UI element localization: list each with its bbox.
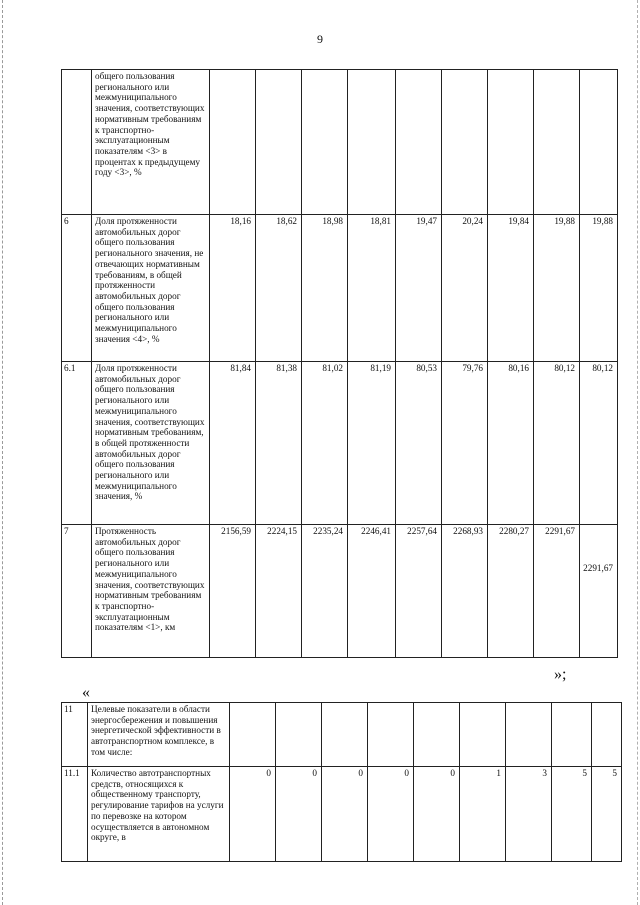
value-cell: 18,16 bbox=[210, 215, 256, 362]
value-cell bbox=[276, 703, 322, 767]
value-cell: 81,84 bbox=[210, 362, 256, 525]
value-cell: 19,47 bbox=[396, 215, 442, 362]
row-number: 6 bbox=[62, 215, 92, 362]
value-cell: 0 bbox=[322, 767, 368, 862]
value-cell: 1 bbox=[460, 767, 506, 862]
value-cell bbox=[210, 70, 256, 215]
value-cell: 19,88 bbox=[534, 215, 580, 362]
row-number: 11 bbox=[62, 703, 88, 767]
value-cell: 19,88 bbox=[580, 215, 618, 362]
value-cell: 79,76 bbox=[442, 362, 488, 525]
value-cell bbox=[302, 70, 348, 215]
value-cell bbox=[580, 70, 618, 215]
value-cell: 18,62 bbox=[256, 215, 302, 362]
value-cell: 2246,41 bbox=[348, 525, 396, 658]
row-number: 6.1 bbox=[62, 362, 92, 525]
value-cell: 80,12 bbox=[534, 362, 580, 525]
value-cell: 81,02 bbox=[302, 362, 348, 525]
table-row bbox=[62, 525, 618, 658]
closing-quote: »; bbox=[554, 666, 567, 683]
value-cell: 20,24 bbox=[442, 215, 488, 362]
table-row bbox=[62, 362, 618, 525]
value-cell: 19,84 bbox=[488, 215, 534, 362]
value-cell: 2156,59 bbox=[210, 525, 256, 658]
value-cell: 0 bbox=[276, 767, 322, 862]
table-row bbox=[62, 70, 618, 215]
value-cell bbox=[488, 70, 534, 215]
table-row bbox=[62, 703, 622, 767]
value-cell: 2257,64 bbox=[396, 525, 442, 658]
value-cell: 80,53 bbox=[396, 362, 442, 525]
value-cell: 3 bbox=[506, 767, 552, 862]
indicator-description: Количество автотранспортных средств, относящихся к общественному транспорту, регулирование тарифов на услуги по перевозке на котором осуществляется в автономном округе, в bbox=[88, 767, 230, 862]
table-row bbox=[62, 767, 622, 862]
indicator-description: Доля протяженности автомобильных дорог общего пользования регионального значения, не отвечающих нормативным требованиям, в общей протяженности автомобильных дорог общего пользования регионального или межмуниципального значения <4>, % bbox=[92, 215, 210, 362]
value-cell bbox=[460, 703, 506, 767]
value-cell: 18,81 bbox=[348, 215, 396, 362]
value-cell bbox=[322, 703, 368, 767]
opening-quote: « bbox=[82, 684, 90, 701]
value-cell: 0 bbox=[368, 767, 414, 862]
value-cell bbox=[534, 70, 580, 215]
value-cell bbox=[592, 703, 622, 767]
value-cell: 2291,67 bbox=[580, 525, 618, 658]
table-row bbox=[62, 215, 618, 362]
value-cell bbox=[506, 703, 552, 767]
value-cell bbox=[256, 70, 302, 215]
indicators-table bbox=[61, 69, 618, 658]
row-number bbox=[62, 70, 92, 215]
value-cell bbox=[414, 703, 460, 767]
value-cell: 18,98 bbox=[302, 215, 348, 362]
value-cell: 5 bbox=[592, 767, 622, 862]
value-cell: 2291,67 bbox=[534, 525, 580, 658]
value-cell: 80,12 bbox=[580, 362, 618, 525]
indicator-description: общего пользования регионального или межмуниципального значения, соответствующих нормативным требованиям к транспортно-эксплуатационным показателям <3> в процентах к предыдущему году <3>, % bbox=[92, 70, 210, 215]
value-cell: 0 bbox=[230, 767, 276, 862]
row-number: 7 bbox=[62, 525, 92, 658]
page-number: 9 bbox=[317, 32, 323, 46]
energy-indicators-table bbox=[61, 702, 622, 862]
value-cell bbox=[368, 703, 414, 767]
scan-left-edge bbox=[2, 0, 3, 905]
value-cell bbox=[396, 70, 442, 215]
value-cell: 81,38 bbox=[256, 362, 302, 525]
value-cell: 81,19 bbox=[348, 362, 396, 525]
value-cell bbox=[230, 703, 276, 767]
row-number: 11.1 bbox=[62, 767, 88, 862]
value-cell: 2280,27 bbox=[488, 525, 534, 658]
value-cell: 80,16 bbox=[488, 362, 534, 525]
value-cell bbox=[348, 70, 396, 215]
scan-right-edge bbox=[637, 0, 638, 905]
value-cell: 2235,24 bbox=[302, 525, 348, 658]
indicator-description: Доля протяженности автомобильных дорог общего пользования регионального или межмуниципального значения, соответствующих нормативным требованиям, в общей протяженности автомобильных дорог общего пользования регионального или межмуниципального значения, % bbox=[92, 362, 210, 525]
indicator-description: Протяженность автомобильных дорог общего пользования регионального или межмуниципального значения, соответствующих нормативным требованиям к транспортно-эксплуатационным показателям <1>, км bbox=[92, 525, 210, 658]
value-cell bbox=[552, 703, 592, 767]
indicator-description: Целевые показатели в области энергосбережения и повышения энергетической эффективности в автотранспортном комплексе, в том числе: bbox=[88, 703, 230, 767]
value-cell: 5 bbox=[552, 767, 592, 862]
value-cell: 0 bbox=[414, 767, 460, 862]
value-cell: 2268,93 bbox=[442, 525, 488, 658]
value-cell bbox=[442, 70, 488, 215]
value-cell: 2224,15 bbox=[256, 525, 302, 658]
